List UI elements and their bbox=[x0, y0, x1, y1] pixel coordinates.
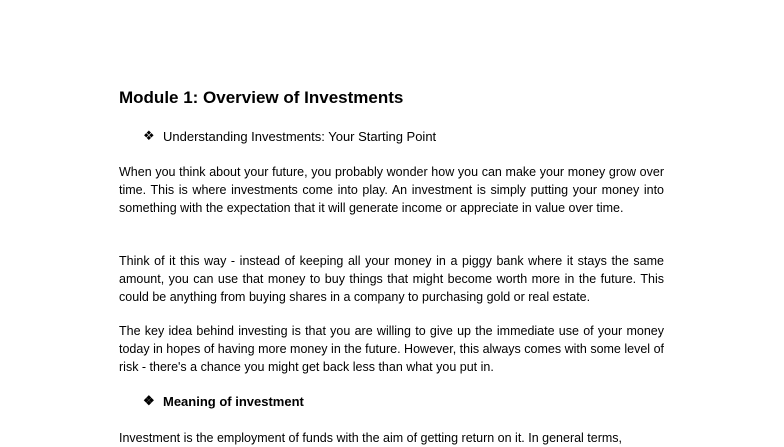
section-heading-understanding bbox=[143, 128, 436, 144]
section-heading-label: Meaning of investment bbox=[163, 393, 304, 409]
page-title: Module 1: Overview of Investments bbox=[119, 88, 404, 107]
section-heading-label: Understanding Investments: Your Starting Point bbox=[163, 128, 437, 144]
paragraph: When you think about your future, you probably wonder how you can make your money grow over time. This is where investments come into play. An investment is simply putting your money into something with the expectation that it will generate income or appreciate in value over time. bbox=[119, 165, 664, 215]
paragraph: Think of it this way - instead of keeping all your money in a piggy bank where it stays the same amount, you can use that money to buy things that might become worth more in the future. This could be anything from buying shares in a company to purchasing gold or real estate. bbox=[119, 254, 664, 304]
paragraph: Investment is the employment of funds with the aim of getting return on it. In general terms, bbox=[119, 431, 623, 445]
diamond-bullet-icon: ❖ bbox=[143, 128, 155, 143]
diamond-bullet-icon: ❖ bbox=[143, 393, 155, 408]
paragraph: The key idea behind investing is that you are willing to give up the immediate use of your money today in hopes of having more money in the future. However, this always comes with some level of risk - there's a chance you might get back less than what you put in. bbox=[119, 324, 664, 374]
section-heading-meaning bbox=[143, 393, 304, 409]
